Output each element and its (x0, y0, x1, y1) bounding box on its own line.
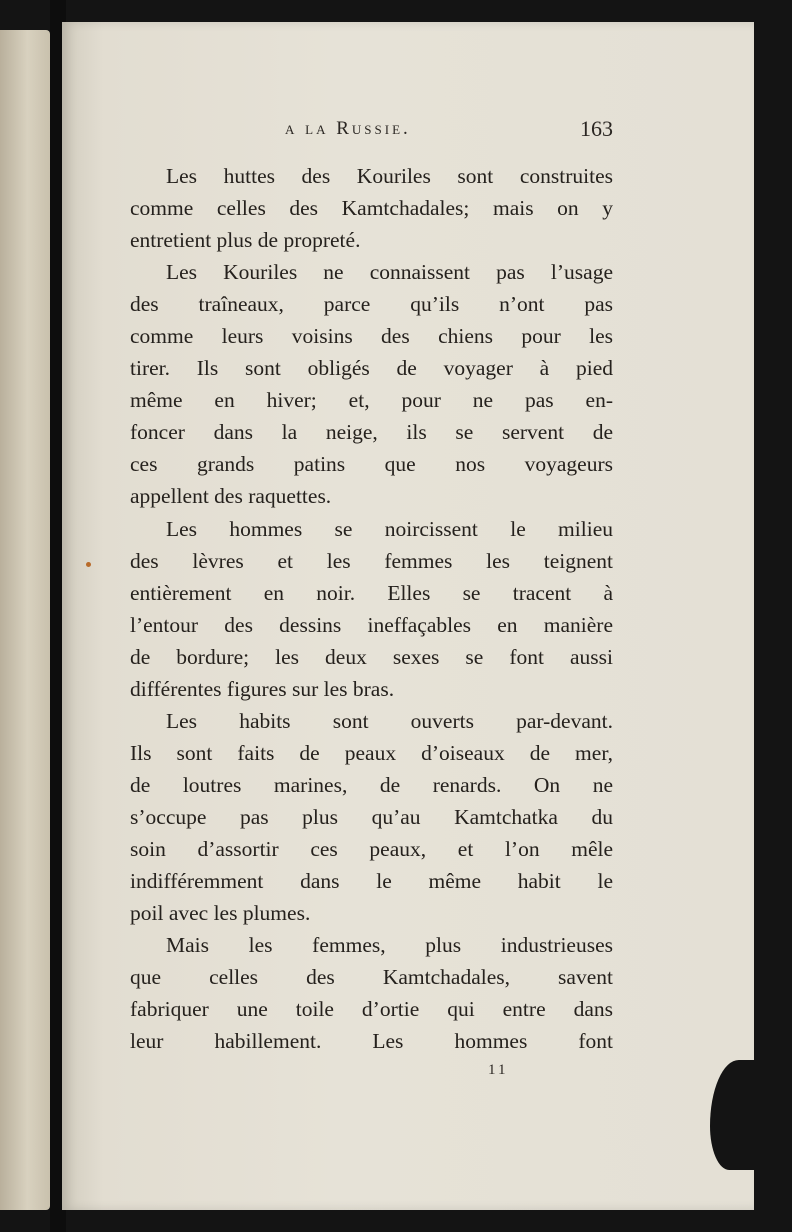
text-line: indifféremment dans le même habit le (130, 869, 613, 894)
text-line: entièrement en noir. Elles se tracent à (130, 580, 613, 605)
text-line: de bordure; les deux sexes se font aussi (130, 644, 613, 669)
text-line: comme celles des Kamtchadales; mais on y (130, 196, 613, 221)
signature-mark: 11 (488, 1062, 509, 1078)
text-line: soin d’assortir ces peaux, et l’on mêle (130, 836, 613, 861)
text-line: fabriquer une toile d’ortie qui entre dans (130, 997, 613, 1022)
text-line: différentes figures sur les bras. (130, 676, 395, 701)
text-line: même en hiver; et, pour ne pas en- (130, 388, 613, 413)
text-line: foncer dans la neige, ils se servent de (130, 420, 613, 445)
text-line: Mais les femmes, plus industrieuses (166, 933, 613, 958)
text-line: tirer. Ils sont obligés de voyager à pied (130, 356, 613, 381)
text-line: des traîneaux, parce qu’ils n’ont pas (130, 292, 613, 317)
text-line: comme leurs voisins des chiens pour les (130, 324, 613, 349)
body-text (130, 160, 613, 1057)
text-line: Ils sont faits de peaux d’oiseaux de mer, (130, 740, 613, 765)
text-line: entretient plus de propreté. (130, 228, 361, 253)
foxing-spot (86, 562, 91, 567)
page-damage (710, 1060, 758, 1170)
text-line: Les huttes des Kouriles sont construites (166, 164, 613, 188)
text-line: Les Kouriles ne connaissent pas l’usage (166, 260, 613, 285)
running-head (285, 118, 615, 144)
text-line: que celles des Kamtchadales, savent (130, 965, 613, 990)
running-title: a la Russie. (285, 118, 411, 139)
facing-page-edge (0, 30, 50, 1210)
text-line: ces grands patins que nos voyageurs (130, 452, 613, 477)
text-line: l’entour des dessins ineffaçables en manière (130, 612, 613, 637)
page-number: 163 (580, 116, 613, 141)
text-line: s’occupe pas plus qu’au Kamtchatka du (130, 804, 613, 829)
text-line: Les hommes se noircissent le milieu (166, 516, 613, 541)
text-line: leur habillement. Les hommes font (130, 1029, 613, 1054)
text-line: appellent des raquettes. (130, 484, 332, 509)
text-line: poil avec les plumes. (130, 901, 311, 926)
text-line: de loutres marines, de renards. On ne (130, 772, 613, 797)
text-line: Les habits sont ouverts par-devant. (166, 708, 613, 733)
text-line: des lèvres et les femmes les teignent (130, 548, 613, 573)
